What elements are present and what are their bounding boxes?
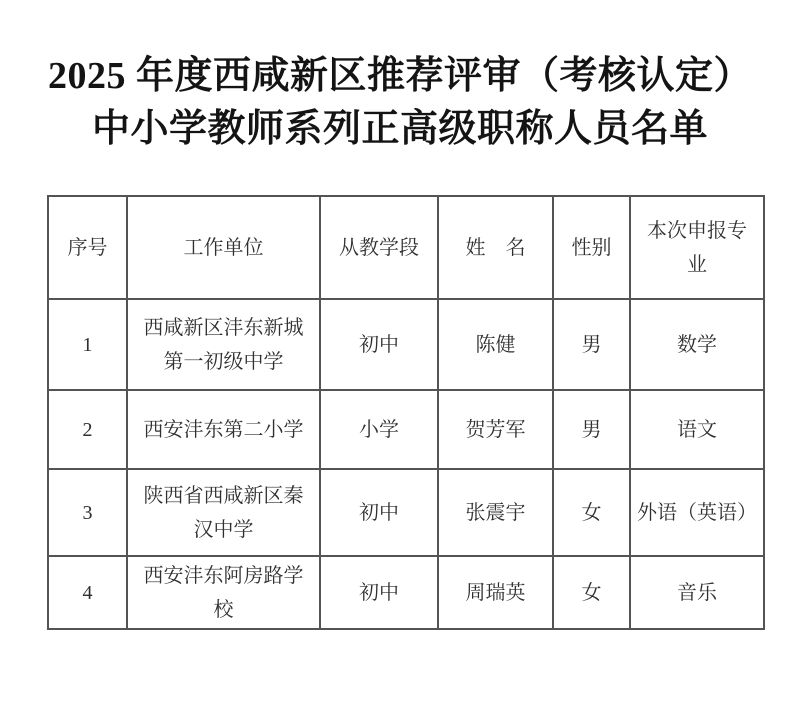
table-row (48, 390, 764, 469)
cell-gender: 女 (553, 469, 630, 556)
roster-table (47, 195, 765, 630)
cell-name: 张震宇 (438, 469, 553, 556)
title-line-1: 2025 年度西咸新区推荐评审（考核认定） (47, 55, 752, 97)
column-header-major: 本次申报专业 (630, 196, 764, 299)
cell-major: 语文 (630, 390, 764, 469)
column-header-name: 姓 名 (438, 196, 553, 299)
cell-stage: 初中 (320, 556, 438, 629)
title-line-2: 中小学教师系列正高级职称人员名单 (91, 108, 708, 150)
cell-unit: 西安沣东阿房路学校 (127, 556, 320, 629)
cell-index: 2 (48, 390, 127, 469)
table-header-row (48, 196, 764, 299)
page-title (0, 50, 800, 156)
cell-stage: 小学 (320, 390, 438, 469)
table-row (48, 299, 764, 390)
cell-stage: 初中 (320, 299, 438, 390)
cell-unit: 西安沣东第二小学 (127, 390, 320, 469)
cell-name: 周瑞英 (438, 556, 553, 629)
cell-name: 陈健 (438, 299, 553, 390)
cell-index: 4 (48, 556, 127, 629)
cell-name: 贺芳军 (438, 390, 553, 469)
cell-major: 音乐 (630, 556, 764, 629)
table-row (48, 469, 764, 556)
column-header-gender: 性别 (553, 196, 630, 299)
cell-unit: 西咸新区沣东新城第一初级中学 (127, 299, 320, 390)
column-header-index: 序号 (48, 196, 127, 299)
cell-major: 外语（英语） (630, 469, 764, 556)
cell-index: 3 (48, 469, 127, 556)
cell-gender: 女 (553, 556, 630, 629)
cell-unit: 陕西省西咸新区秦汉中学 (127, 469, 320, 556)
cell-major: 数学 (630, 299, 764, 390)
cell-index: 1 (48, 299, 127, 390)
cell-gender: 男 (553, 390, 630, 469)
cell-stage: 初中 (320, 469, 438, 556)
column-header-unit: 工作单位 (127, 196, 320, 299)
document-page (0, 50, 800, 721)
column-header-stage: 从教学段 (320, 196, 438, 299)
table-row (48, 556, 764, 629)
cell-gender: 男 (553, 299, 630, 390)
